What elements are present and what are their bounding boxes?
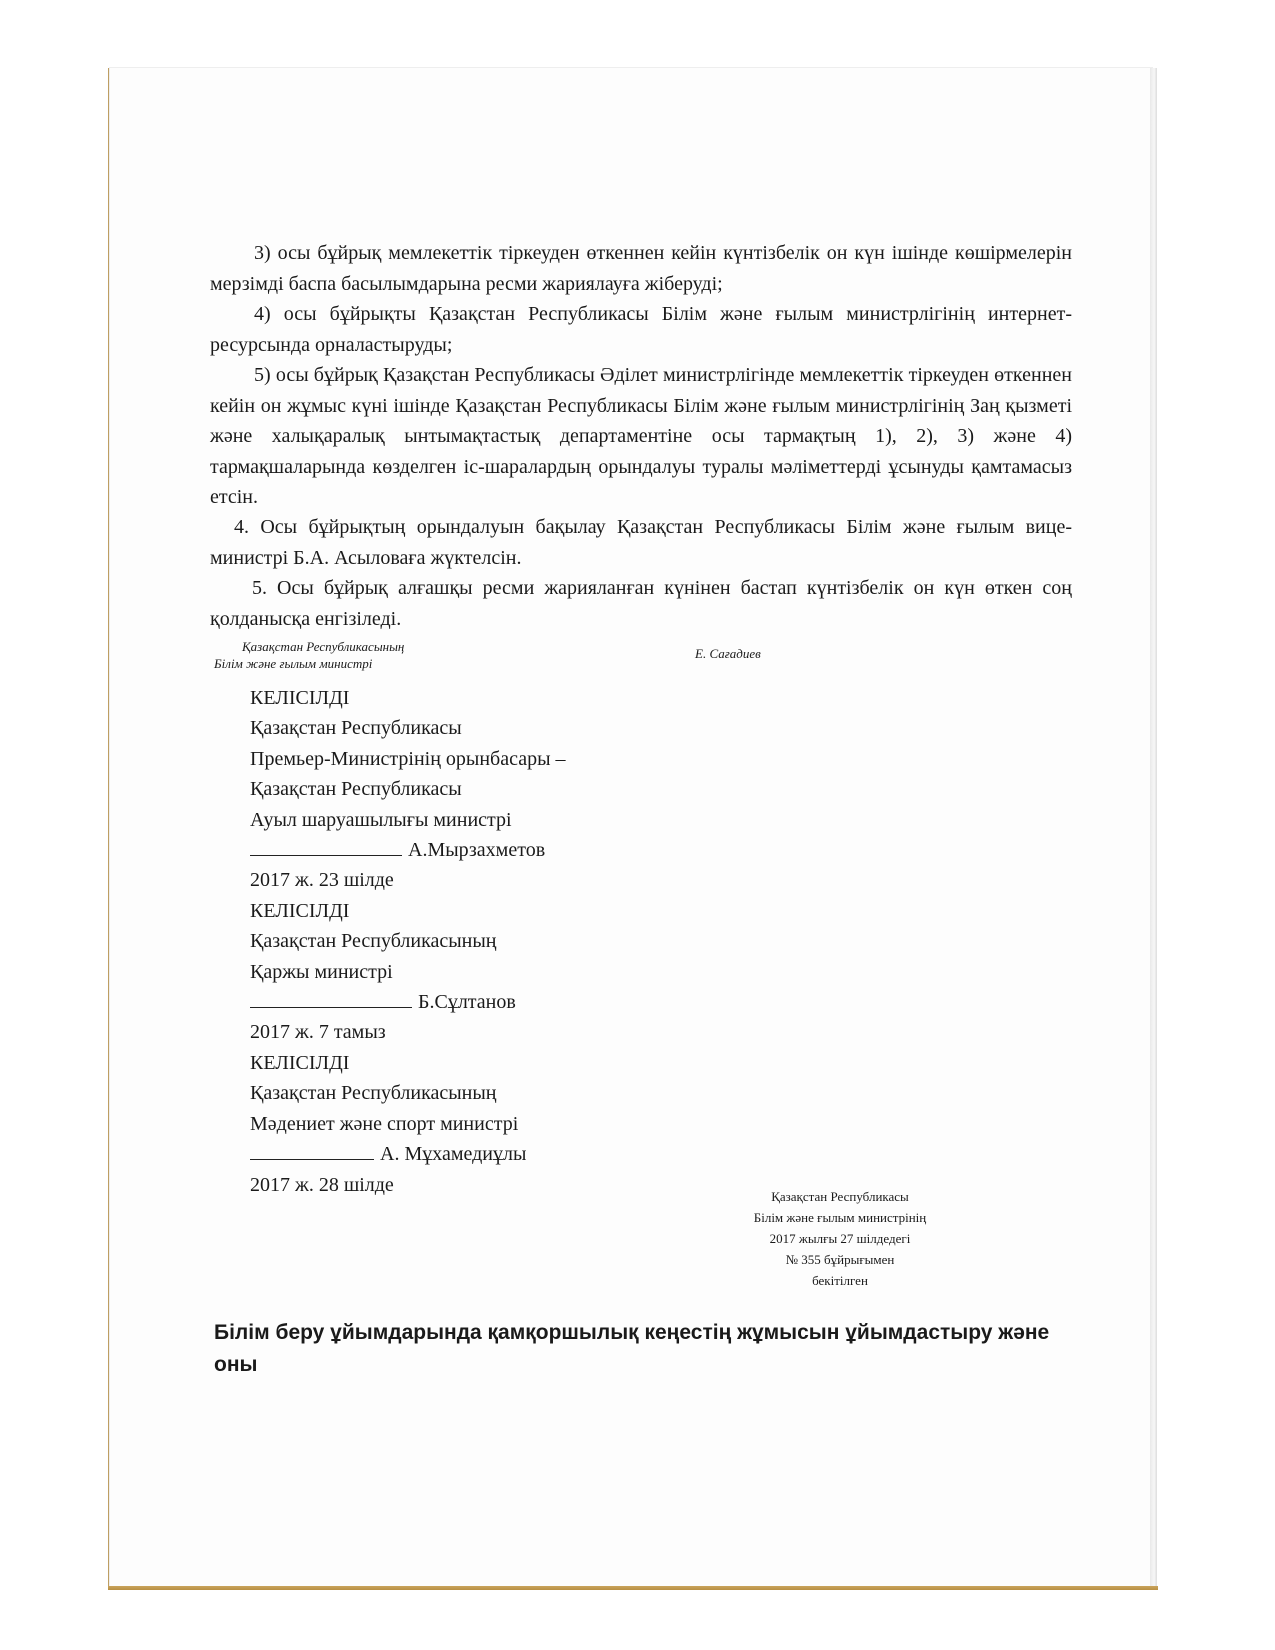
signature-position-line1: Қазақстан Республикасының (242, 639, 405, 654)
approval-signer: А. Мұхамедиұлы (380, 1143, 527, 1166)
approval-line: Қаржы министрі (250, 960, 393, 983)
page-edge-right (1150, 68, 1157, 1590)
clause-5: 5) осы бұйрық Қазақстан Республикасы Әділет министрлігінде мемлекеттік тіркеуден өткеннен кейін он жұмыс күні ішінде Қазақстан Республикасы Білім және ғылым министрлігінің Заң қызметі және халықаралық ынтымақтастық департаментіне осы тармақтың 1), 2), 3) және 4) тармақшаларында көзделген іс-шаралардың орындалуы туралы мәліметтерді ұсынуды қамтамасыз етсін. (210, 364, 1072, 508)
approval-signature-line (250, 987, 566, 1017)
item-4: 4. Осы бұйрықтың орындалуын бақылау Қазақстан Республикасы Білім және ғылым вице-министрі Б.А. Асыловаға жүктелсін. (210, 516, 1072, 569)
approval-line: Ауыл шаруашылығы министрі (250, 808, 512, 831)
stamp-line: бекітілген (812, 1273, 868, 1288)
approval-date: 2017 ж. 23 шілде (250, 869, 394, 892)
approval-line: Мәдениет және спорт министрі (250, 1112, 519, 1135)
signature-blank (250, 839, 402, 856)
approvals-block (250, 683, 566, 1200)
approval-signature-line (250, 1139, 566, 1169)
approval-heading: КЕЛІСІЛДІ (250, 687, 350, 709)
stamp-line: Қазақстан Республикасы (771, 1189, 909, 1204)
approval-line: Қазақстан Республикасы (250, 778, 462, 801)
approval-date: 2017 ж. 28 шілде (250, 1173, 394, 1196)
stamp-line: 2017 жылғы 27 шілдедегі (769, 1231, 911, 1246)
approval-signer: А.Мырзахметов (408, 839, 546, 862)
signature-blank (250, 991, 412, 1008)
stamp-line: Білім және ғылым министрінің (753, 1210, 927, 1225)
signature-name: Е. Сағадиев (695, 646, 761, 661)
approval-line: Қазақстан Республикасының (250, 1082, 497, 1105)
signature-position-line2: Білім және ғылым министрі (214, 656, 373, 671)
approval-line: Қазақстан Республикасы (250, 717, 462, 740)
approval-date: 2017 ж. 7 тамыз (250, 1021, 386, 1044)
approval-line: Премьер-Министрінің орынбасары – (250, 747, 566, 770)
approval-signer: Б.Сұлтанов (418, 991, 516, 1014)
clause-3: 3) осы бұйрық мемлекеттік тіркеуден өткеннен кейін күнтізбелік он күн ішінде көшірмелерін мерзімді баспа басылымдарына ресми жариялауға жіберуді; (210, 242, 1072, 295)
stamp-line: № 355 бұйрығымен (785, 1252, 895, 1267)
approval-stamp (700, 1186, 980, 1291)
approval-signature-line (250, 835, 566, 865)
approval-heading: КЕЛІСІЛДІ (250, 899, 350, 922)
signature-blank (250, 1143, 374, 1160)
page-edge-bottom (108, 1586, 1158, 1590)
document-title: Білім беру ұйымдарында қамқоршылық кеңестің жұмысын ұйымдастыру және оны (214, 1321, 1050, 1376)
approval-heading: КЕЛІСІЛДІ (250, 1051, 350, 1074)
signature-position (214, 638, 404, 672)
clause-4: 4) осы бұйрықты Қазақстан Республикасы Білім және ғылым министрлігінің интернет-ресурсында орналастыруды; (210, 303, 1072, 356)
approval-line: Қазақстан Республикасының (250, 930, 497, 953)
item-5: 5. Осы бұйрық алғашқы ресми жарияланған күнінен бастап күнтізбелік он күн өткен соң қолданысқа енгізіледі. (210, 577, 1072, 630)
